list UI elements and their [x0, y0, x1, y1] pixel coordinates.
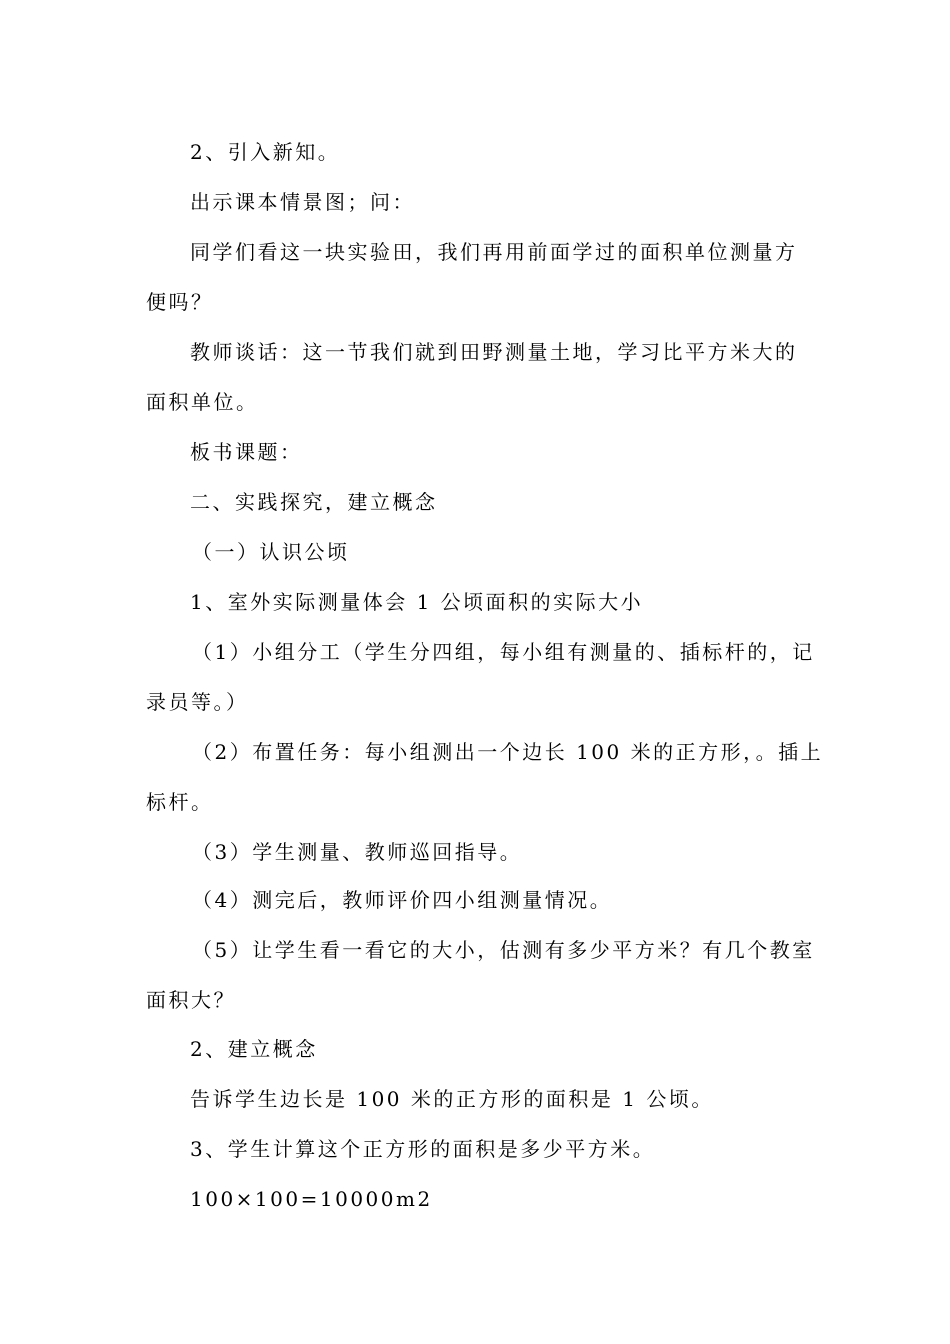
paragraph-line: 标杆。 [146, 790, 214, 814]
paragraph-line: 板书课题： [190, 440, 303, 464]
paragraph-line: （5）让学生看一看它的大小，估测有多少平方米？有几个教室 [192, 938, 815, 962]
paragraph-line: （3）学生测量、教师巡回指导。 [192, 840, 523, 864]
paragraph-line: （2）布置任务：每小组测出一个边长 100 米的正方形，。插上 [192, 740, 824, 764]
paragraph-line: 同学们看这一块实验田，我们再用前面学过的面积单位测量方 [190, 240, 798, 264]
paragraph-line: 录员等。） [146, 690, 249, 714]
formula-line: 100×100=10000m2 [190, 1187, 433, 1211]
paragraph-line: 2、引入新知。 [190, 140, 341, 164]
paragraph-line: （1）小组分工（学生分四组，每小组有测量的、插标杆的，记 [192, 640, 815, 664]
section-heading: 2、建立概念 [190, 1037, 318, 1061]
paragraph-line: 便吗？ [146, 290, 214, 314]
paragraph-line: 教师谈话：这一节我们就到田野测量土地，学习比平方米大的 [190, 340, 798, 364]
paragraph-line: 1、室外实际测量体会 1 公顷面积的实际大小 [190, 590, 644, 614]
subsection-heading: （一）认识公顷 [192, 540, 350, 564]
paragraph-line: 3、学生计算这个正方形的面积是多少平方米。 [190, 1137, 656, 1161]
paragraph-line: 面积大？ [146, 988, 236, 1012]
paragraph-line: （4）测完后，教师评价四小组测量情况。 [192, 888, 613, 912]
paragraph-line: 出示课本情景图；问： [190, 190, 415, 214]
paragraph-line: 面积单位。 [146, 390, 259, 414]
section-heading: 二、实践探究，建立概念 [190, 490, 438, 514]
paragraph-line: 告诉学生边长是 100 米的正方形的面积是 1 公顷。 [190, 1087, 714, 1111]
